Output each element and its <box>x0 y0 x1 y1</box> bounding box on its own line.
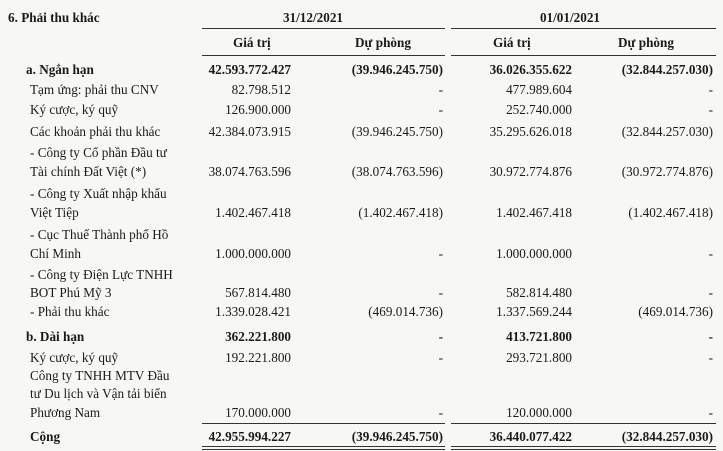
total-label: Cộng <box>30 429 61 444</box>
period-header-2021-end: 31/12/2021 <box>282 10 344 25</box>
table-cell: - <box>438 350 443 365</box>
table-cell: 192.221.800 <box>225 350 291 365</box>
table-cell: - <box>438 405 443 420</box>
table-cell: (30.972.774.876) <box>621 164 713 179</box>
header-underline <box>451 55 716 56</box>
total-double-underline <box>451 446 716 450</box>
table-cell: - <box>438 329 443 344</box>
column-header-provision: Dự phòng <box>355 35 411 50</box>
table-cell: 30.972.774.876 <box>489 164 572 179</box>
table-cell: 170.000.000 <box>225 405 291 420</box>
table-cell: - <box>438 246 443 261</box>
total-cell: 36.440.077.422 <box>489 429 572 444</box>
table-cell: (469.014.736) <box>368 304 443 319</box>
row-label: Ký cược, ký quỹ <box>30 350 119 365</box>
row-label: Tạm ứng: phải thu CNV <box>30 82 159 97</box>
row-label: Các khoản phải thu khác <box>30 124 161 139</box>
column-header-value: Giá trị <box>493 35 531 50</box>
row-label: - Công ty Điện Lực TNHH <box>30 267 173 282</box>
row-label: tư Du lịch và Vận tải biển <box>30 386 167 401</box>
total-cell: (39.946.245.750) <box>351 429 443 444</box>
table-cell: 1.000.000.000 <box>496 246 572 261</box>
table-cell: - <box>708 350 713 365</box>
table-cell: 42.384.073.915 <box>208 124 291 139</box>
table-cell: (469.014.736) <box>638 304 713 319</box>
table-cell: - <box>708 246 713 261</box>
table-cell: 1.339.028.421 <box>215 304 291 319</box>
table-cell: 35.295.626.018 <box>489 124 572 139</box>
row-label: Việt Tiệp <box>30 205 79 220</box>
row-label: Công ty TNHH MTV Đầu <box>30 368 170 383</box>
table-cell: (39.946.245.750) <box>351 62 443 77</box>
row-label: Phương Nam <box>30 405 101 420</box>
row-label: BOT Phú Mỹ 3 <box>30 285 112 300</box>
period-underline <box>451 28 716 29</box>
section-title: 6. Phải thu khác <box>8 10 100 25</box>
total-cell: (32.844.257.030) <box>621 429 713 444</box>
table-cell: (1.402.467.418) <box>628 205 713 220</box>
table-cell: (32.844.257.030) <box>621 124 713 139</box>
table-cell: 126.900.000 <box>225 102 291 117</box>
header-underline <box>202 55 445 56</box>
table-cell: 477.989.604 <box>506 82 572 97</box>
table-cell: (38.074.763.596) <box>351 164 443 179</box>
table-cell: - <box>438 285 443 300</box>
table-cell: 120.000.000 <box>506 405 572 420</box>
table-cell: - <box>438 102 443 117</box>
table-cell: 1.402.467.418 <box>496 205 572 220</box>
table-cell: (1.402.467.418) <box>358 205 443 220</box>
table-cell: - <box>708 285 713 300</box>
table-cell: 413.721.800 <box>506 329 572 344</box>
table-cell: - <box>708 102 713 117</box>
table-cell: (39.946.245.750) <box>351 124 443 139</box>
table-cell: 36.026.355.622 <box>489 62 572 77</box>
row-label-long-term: b. Dài hạn <box>26 329 85 344</box>
row-label: Tài chính Đất Việt (*) <box>30 164 147 179</box>
table-cell: - <box>438 82 443 97</box>
row-label: - Công ty Xuất nhập khẩu <box>30 186 167 201</box>
column-header-value: Giá trị <box>233 35 271 50</box>
table-cell: (32.844.257.030) <box>621 62 713 77</box>
table-cell: - <box>708 329 713 344</box>
row-label: - Phải thu khác <box>30 304 110 319</box>
column-header-provision: Dự phòng <box>618 35 674 50</box>
table-cell: 252.740.000 <box>506 102 572 117</box>
table-cell: 1.337.569.244 <box>496 304 572 319</box>
row-label: - Cục Thuế Thành phố Hồ <box>30 227 169 242</box>
table-cell: - <box>708 405 713 420</box>
period-header-2021-start: 01/01/2021 <box>539 10 601 25</box>
table-cell: 567.814.480 <box>225 285 291 300</box>
row-label: - Công ty Cổ phần Đầu tư <box>30 145 167 160</box>
period-underline <box>202 28 445 29</box>
table-cell: 82.798.512 <box>231 82 291 97</box>
row-label: Ký cược, ký quỹ <box>30 102 119 117</box>
total-double-underline <box>202 446 445 450</box>
table-cell: 1.000.000.000 <box>215 246 291 261</box>
total-rule <box>451 423 716 424</box>
table-cell: 582.814.480 <box>506 285 572 300</box>
table-cell: 362.221.800 <box>225 329 291 344</box>
table-cell: - <box>708 82 713 97</box>
table-cell: 38.074.763.596 <box>208 164 291 179</box>
row-label: Chí Minh <box>30 246 81 261</box>
total-cell: 42.955.994.227 <box>208 429 291 444</box>
total-rule <box>202 423 445 424</box>
table-cell: 293.721.800 <box>506 350 572 365</box>
table-cell: 42.593.772.427 <box>208 62 291 77</box>
row-label-short-term: a. Ngắn hạn <box>26 62 94 77</box>
table-cell: 1.402.467.418 <box>215 205 291 220</box>
